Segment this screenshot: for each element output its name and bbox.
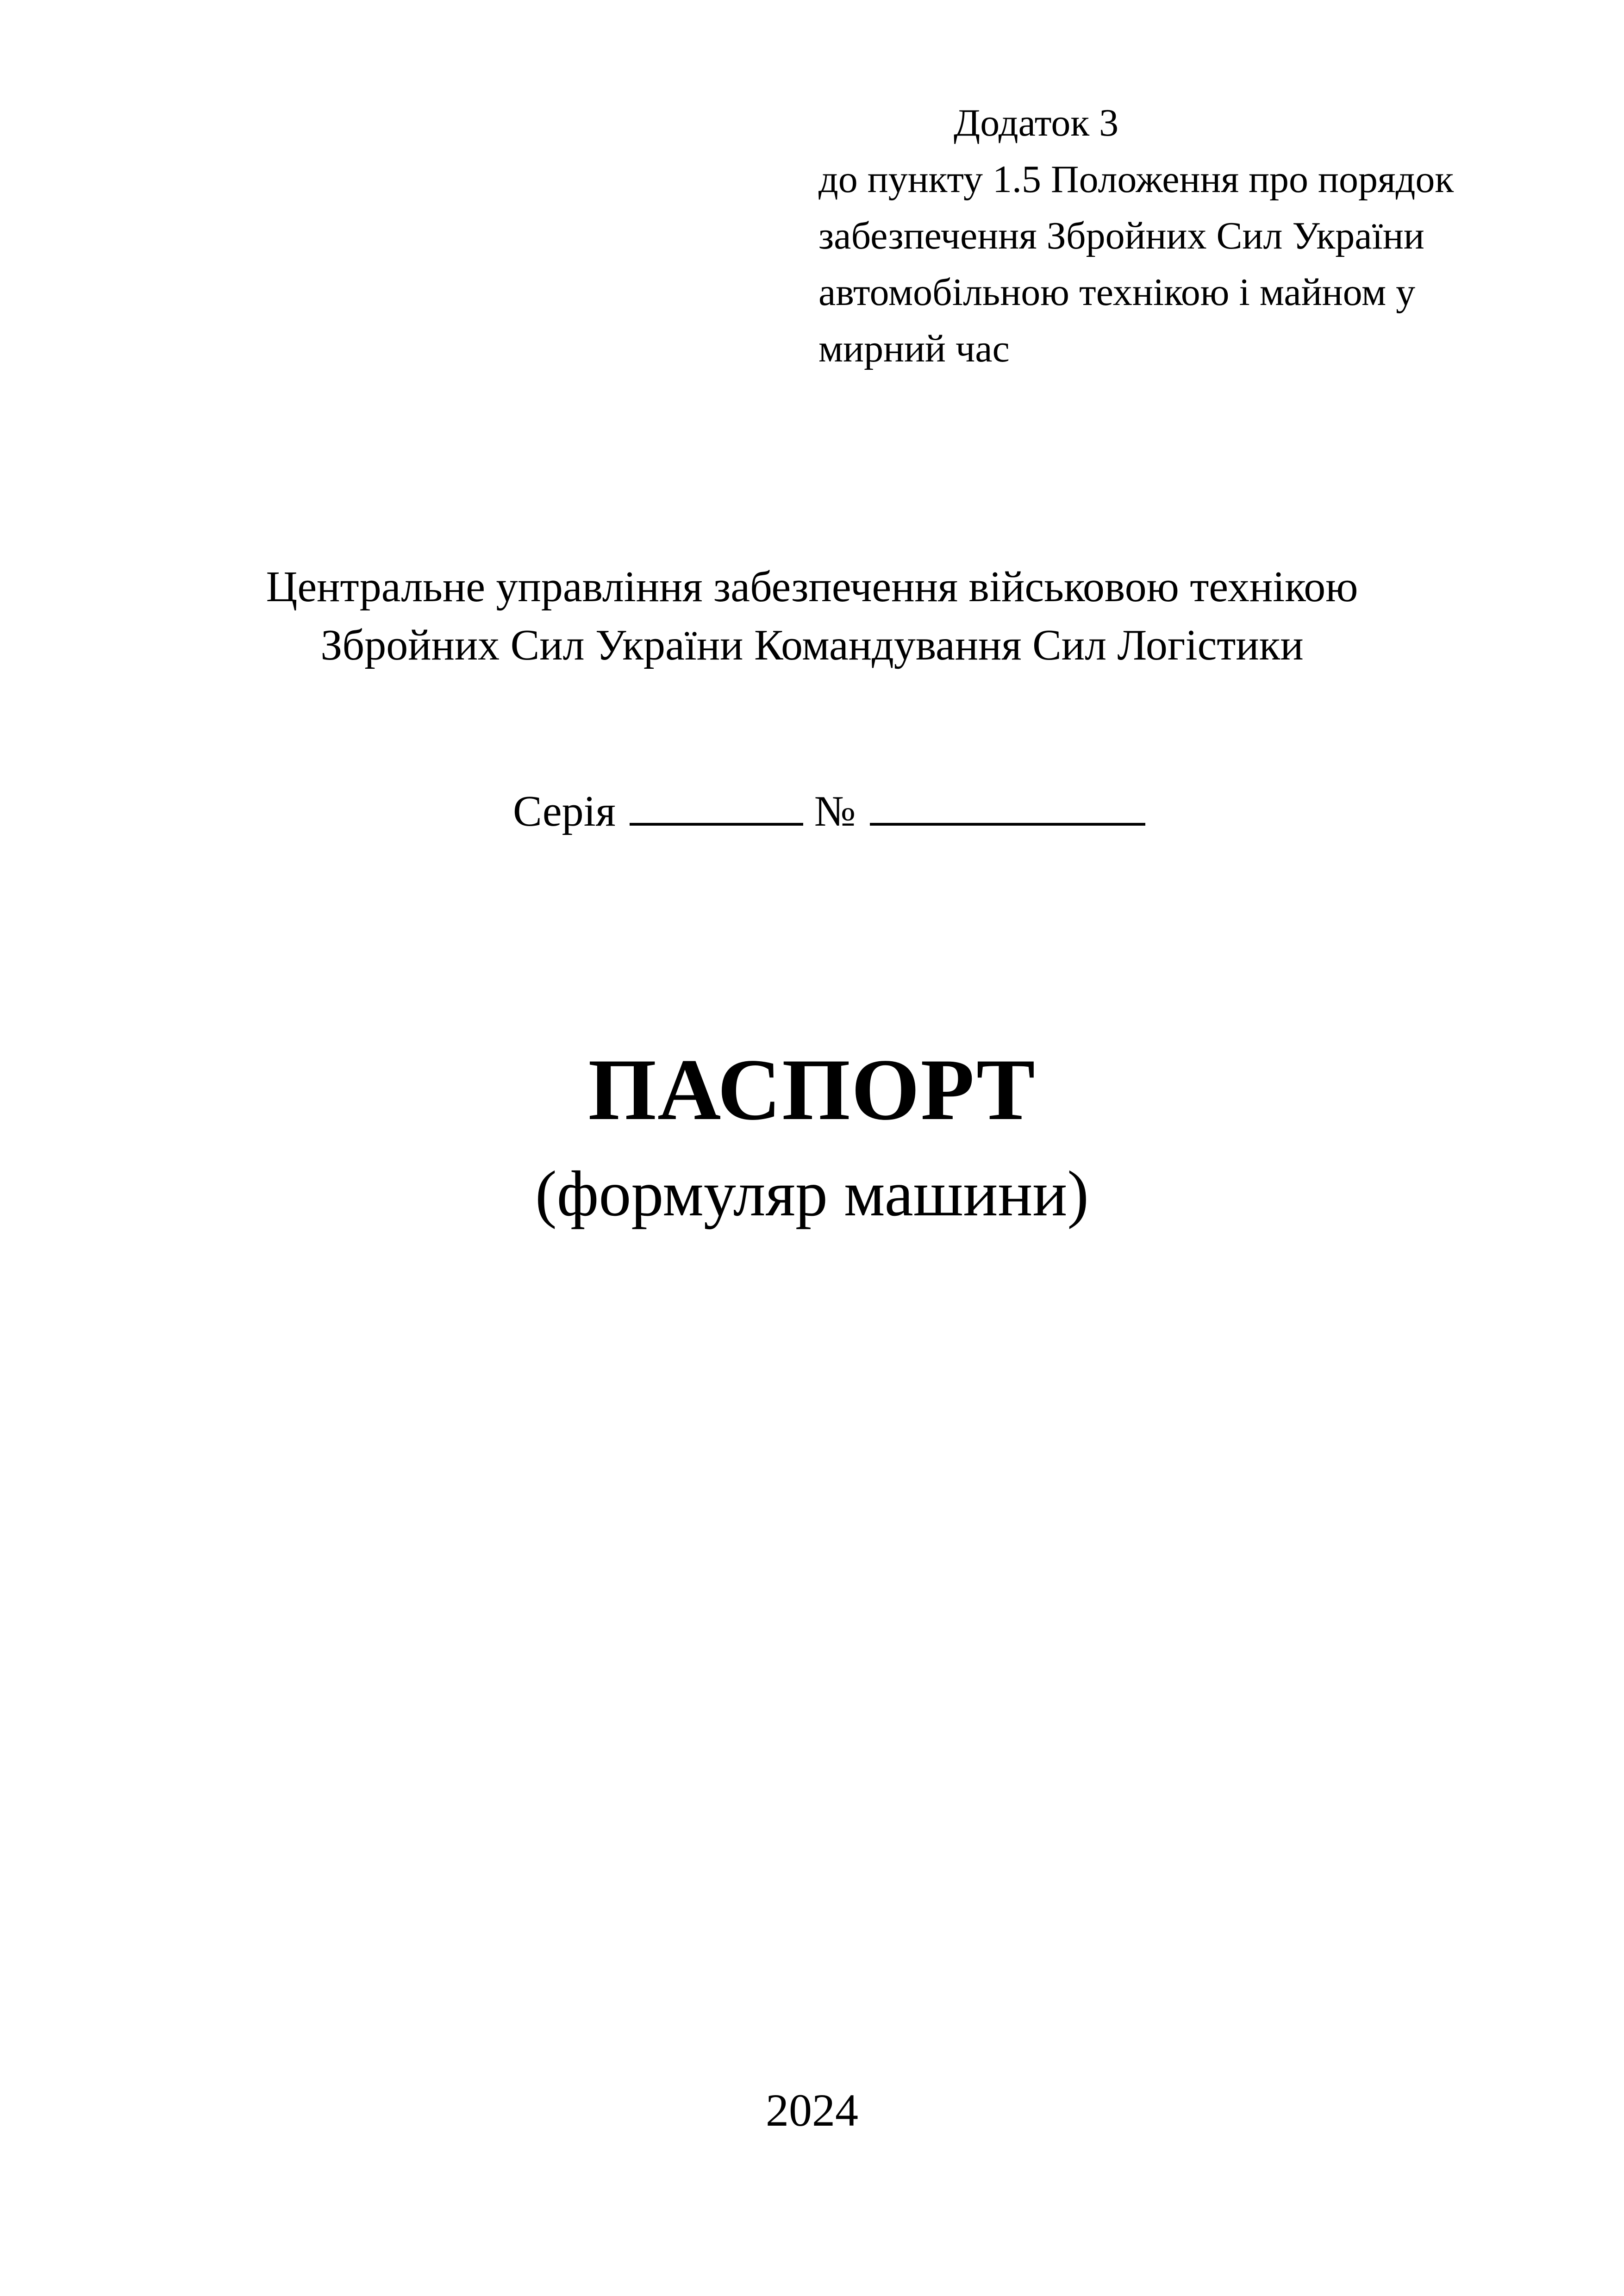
annex-line: до пункту 1.5 Положення про порядок [818,158,1454,201]
organization-line: Збройних Сил України Командування Сил Логістики [320,621,1304,669]
annex-line: забезпечення Збройних Сил України [818,214,1424,257]
organization-heading [0,558,1624,674]
number-label: № [814,787,856,835]
annex-line: автомобільною технікою і майном у [818,271,1416,314]
series-label: Серія [513,787,616,835]
organization-line: Центральне управління забезпечення військовою технікою [266,563,1358,611]
document-subtitle: (формуляр машини) [535,1158,1089,1230]
number-blank-field[interactable] [870,783,1145,826]
series-blank-field[interactable] [630,783,803,826]
annex-block [818,95,1541,377]
document-year: 2024 [766,2084,858,2136]
document-title: ПАСПОРТ [588,1041,1036,1139]
annex-title: Додаток 3 [954,101,1119,144]
serial-number-row [513,782,1145,840]
annex-line: мирний час [818,327,1010,370]
